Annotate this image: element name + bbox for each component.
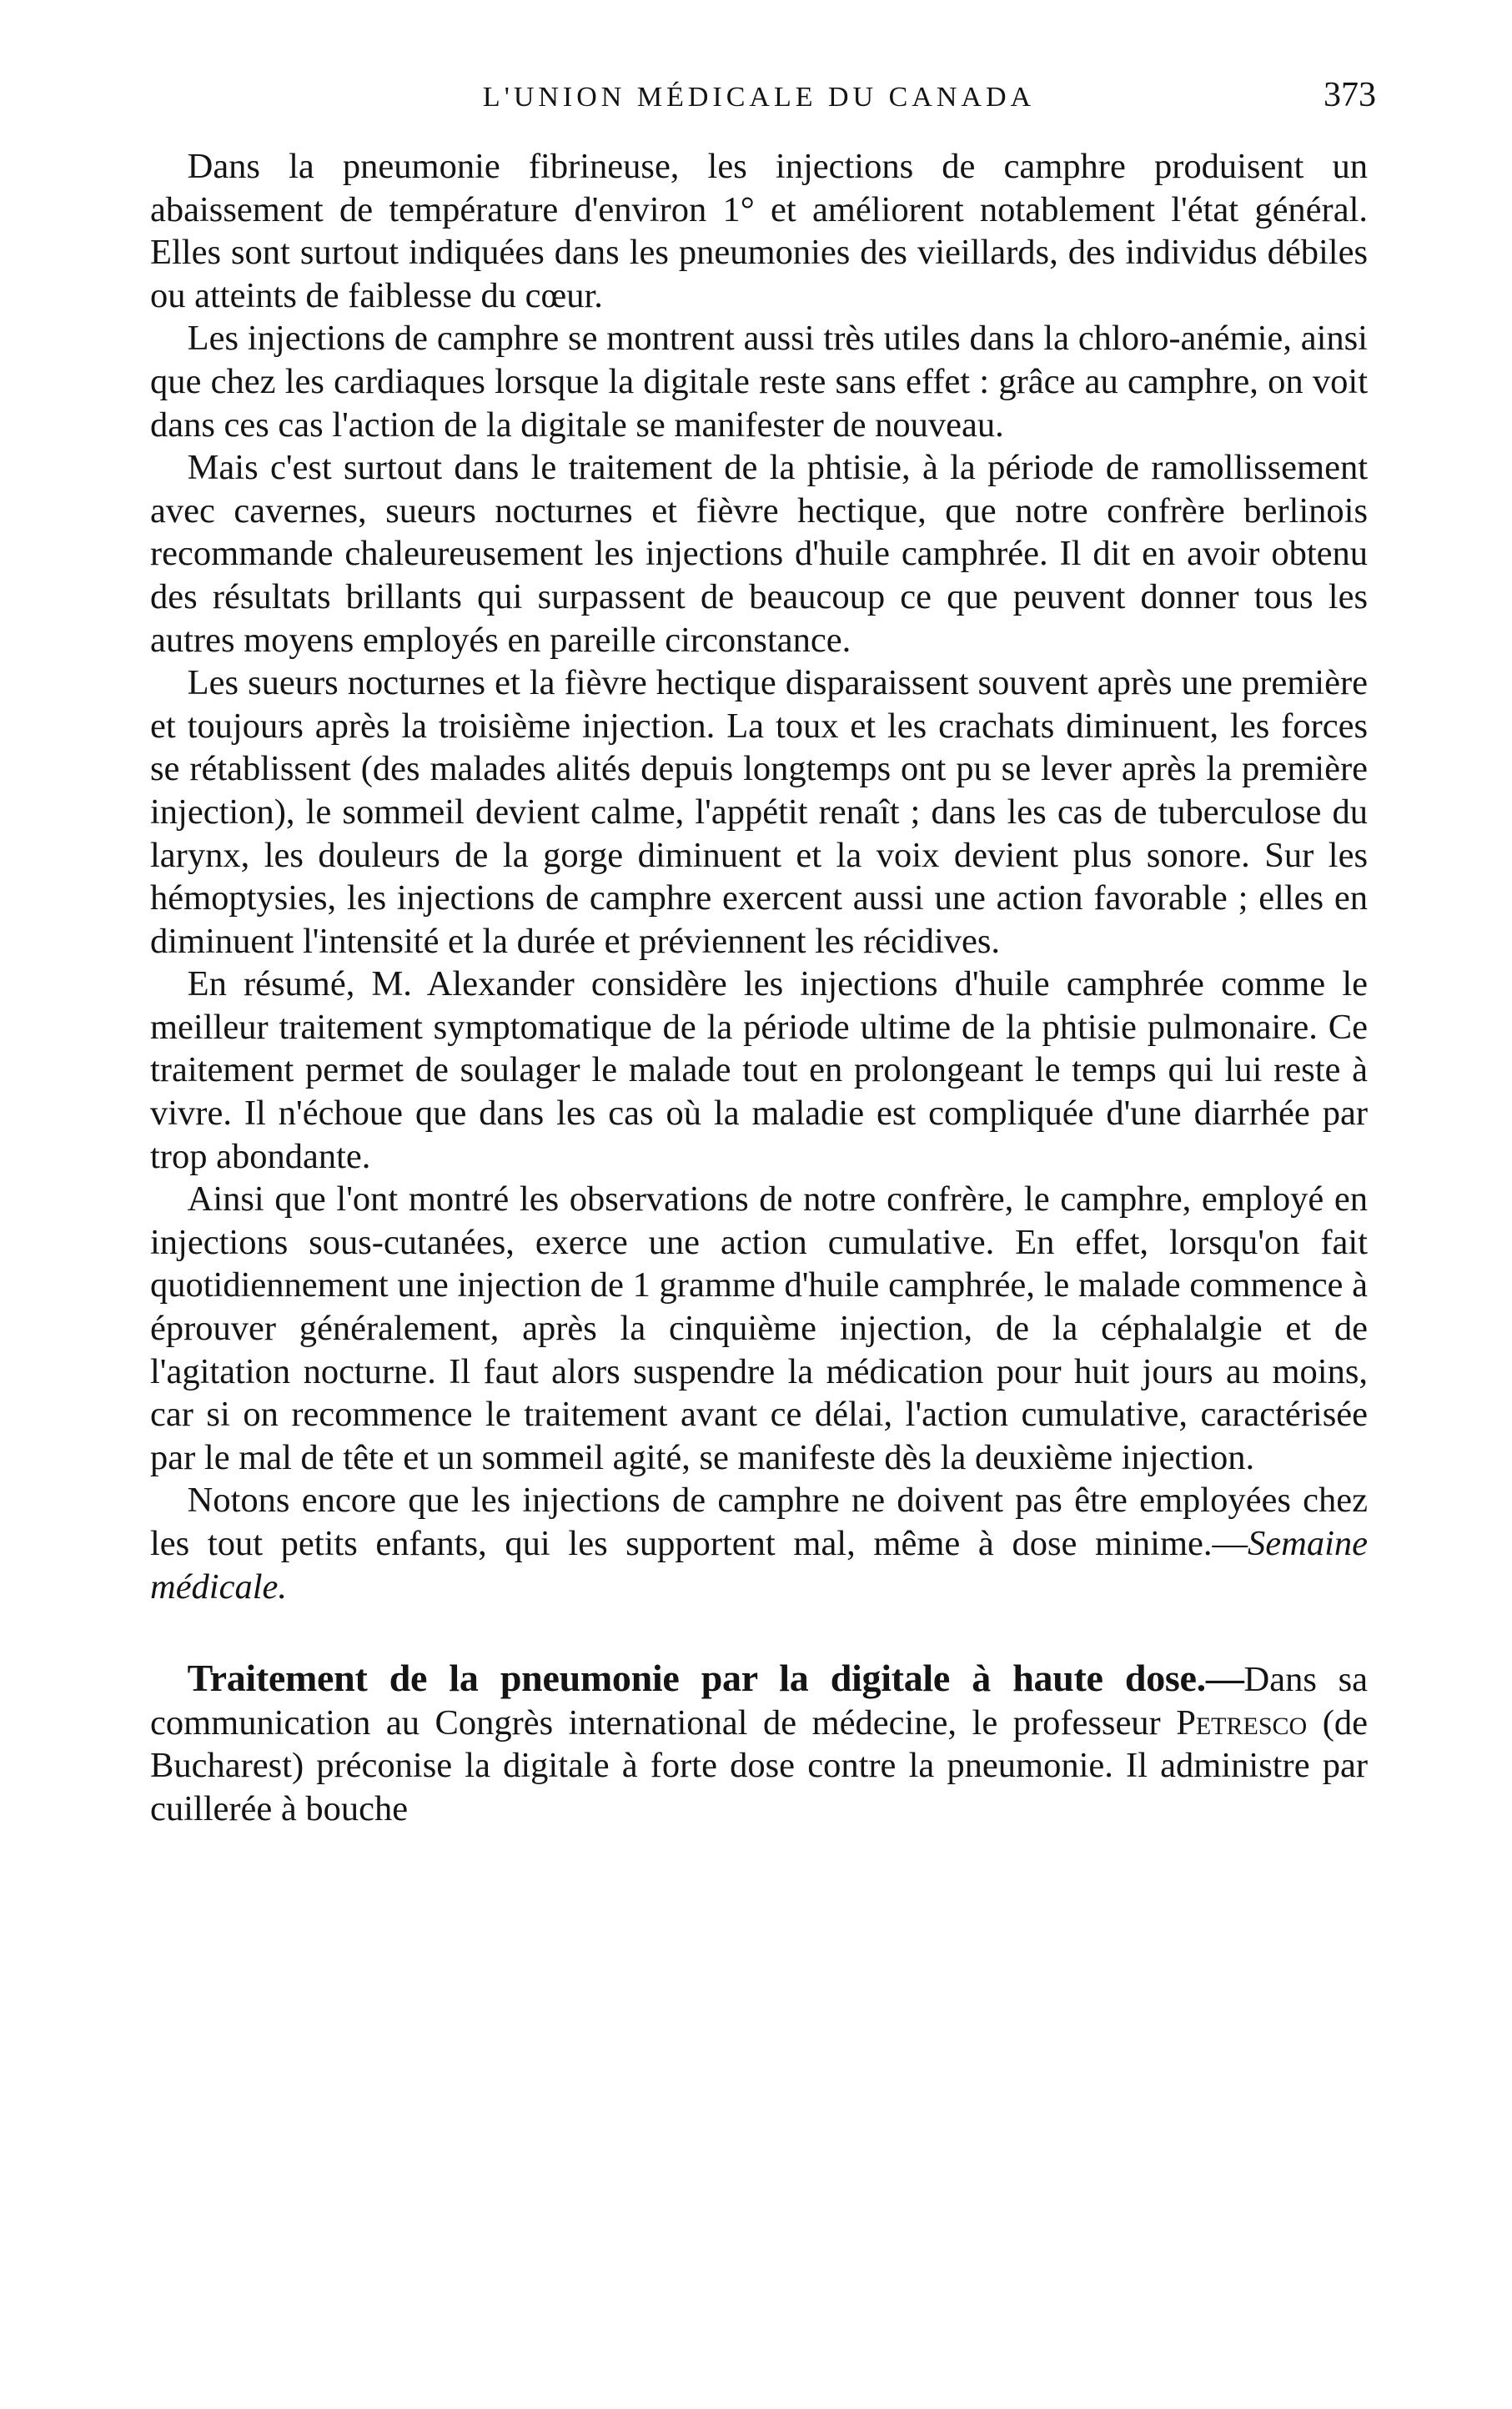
running-title: L'UNION MÉDICALE DU CANADA	[482, 82, 1036, 113]
section-text-end: (de Bucharest) préconise la digitale à forte dose contre la pneumonie. Il administre par cuillerée à bouche	[150, 1702, 1368, 1828]
paragraph-summary: En résumé, M. Alexander considère les injections d'huile camphrée comme le meilleur traitement symptomatique de la période ultime de la phtisie pulmonaire. Ce traitement permet de soulager le malade tout en prolongeant le temps qui lui reste à vivre. Il n'échoue que dans les cas où la maladie est compliquée d'une diarrhée par trop abondante.	[150, 964, 1368, 1176]
section-paragraph	[150, 1657, 1368, 1830]
section-title: Traitement de la pneumonie par la digitale à haute dose.—	[187, 1657, 1244, 1700]
running-head	[150, 67, 1376, 133]
journal-page	[150, 67, 1376, 1831]
paragraph-children	[150, 1479, 1368, 1608]
paragraph-chloro-anemia: Les injections de camphre se montrent aussi très utiles dans la chloro-anémie, ainsi que chez les cardiaques lorsque la digitale reste sans effet : grâce au camphre, on voit dans ces cas l'action de la digitale se manifester de nouveau.	[150, 319, 1368, 445]
paragraph-cumulative-action: Ainsi que l'ont montré les observations de notre confrère, le camphre, employé en injections sous-cutanées, exerce une action cumulative. En effet, lorsqu'on fait quotidiennement une injection de 1 gramme d'huile camphrée, le malade commence à éprouver généralement, après la cinquième injection, de la céphalalgie et de l'agitation nocturne. Il faut alors suspendre la médication pour huit jours au moins, car si on recommence le traitement avant ce délai, l'action cumulative, caractérisée par le mal de tête et un sommeil agité, se manifeste dès la deuxième injection.	[150, 1179, 1368, 1477]
paragraph-children-text: Notons encore que les injections de camphre ne doivent pas être employées chez les tout petits enfants, qui les supportent mal, même à dose minime.—	[150, 1481, 1368, 1563]
source-citation: Semaine médicale.	[150, 1524, 1368, 1607]
author-name: Petresco	[1176, 1702, 1308, 1743]
section-digitalis	[150, 1657, 1368, 1830]
paragraph-symptoms: Les sueurs nocturnes et la fièvre hectique disparaissent souvent après une première et toujours après la troisième injection. La toux et les crachats diminuent, les forces se rétablissent (des malades alités depuis longtemps ont pu se lever après la première injection), le sommeil devient calme, l'appétit renaît ; dans les cas de tuberculose du larynx, les douleurs de la gorge diminuent et la voix devient plus sonore. Sur les hémoptysies, les injections de camphre exercent aussi une action favorable ; elles en diminuent l'intensité et la durée et préviennent les récidives.	[150, 663, 1368, 961]
article-body	[150, 145, 1368, 1608]
page-number: 373	[1324, 76, 1376, 114]
section-text-start: Dans sa communication au Congrès international de médecine, le professeur	[150, 1660, 1368, 1743]
paragraph-pneumonia: Dans la pneumonie fibrineuse, les injections de camphre produisent un abaissement de température d'environ 1° et améliorent notablement l'état général. Elles sont surtout indiquées dans les pneumonies des vieillards, des individus débiles ou atteints de faiblesse du cœur.	[150, 147, 1368, 315]
paragraph-phthisis: Mais c'est surtout dans le traitement de la phtisie, à la période de ramollissement avec cavernes, sueurs nocturnes et fièvre hectique, que notre confrère berlinois recommande chaleureusement les injections d'huile camphrée. Il dit en avoir obtenu des résultats brillants qui surpassent de beaucoup ce que peuvent donner tous les autres moyens employés en pareille circonstance.	[150, 448, 1368, 660]
